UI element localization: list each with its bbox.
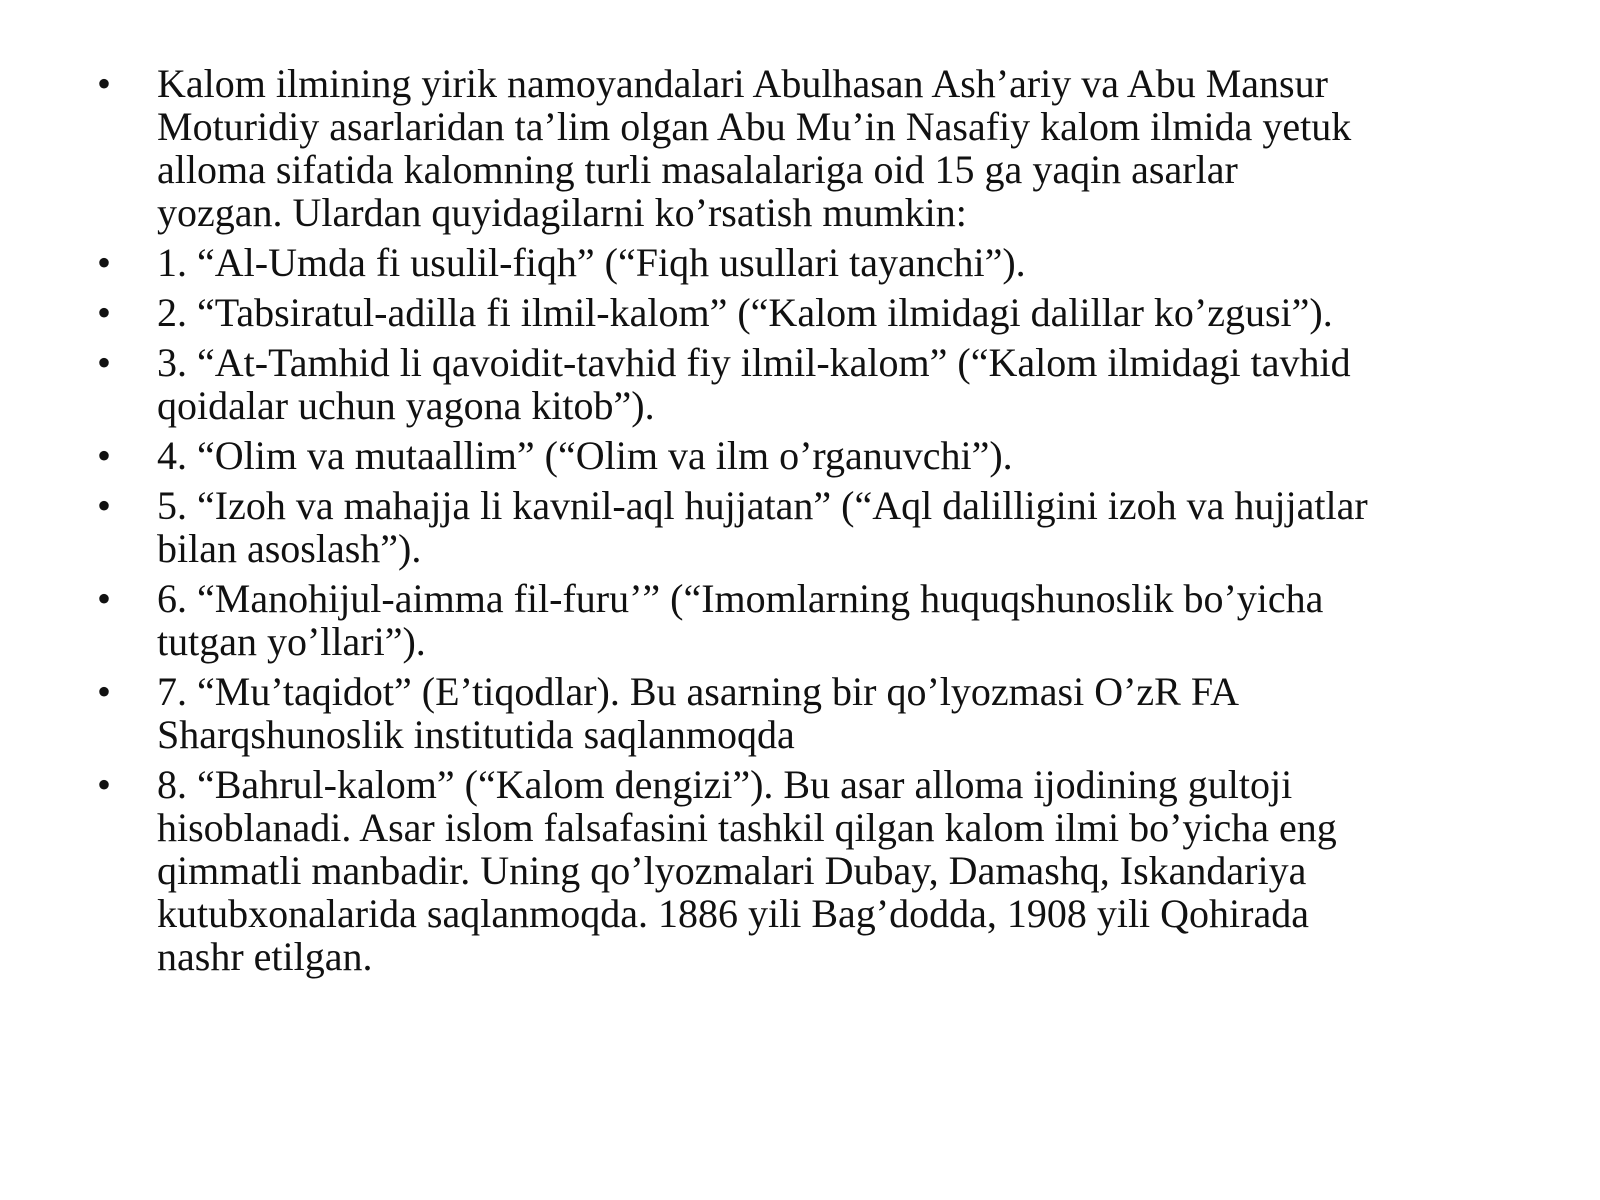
bullet-icon: •: [96, 483, 111, 528]
list-item-5: [94, 484, 1514, 570]
bullet-icon: •: [96, 240, 111, 285]
bullet-icon: •: [96, 433, 111, 478]
list-item-text: 3. “At-Tamhid li qavoidit-tavhid fiy ilmil-kalom” (“Kalom ilmidagi tavhid qoidalar uchun yagona kitob”).: [157, 340, 1351, 428]
bullet-icon: •: [96, 576, 111, 621]
list-item-text: 1. “Al-Umda fi usulil-fiqh” (“Fiqh usullari tayanchi”).: [157, 240, 1026, 285]
list-item-text: 5. “Izoh va mahajja li kavnil-aql hujjatan” (“Aql dalilligini izoh va hujjatlar bilan asoslash”).: [157, 483, 1368, 571]
list-item-4: [94, 434, 1514, 477]
bullet-icon: •: [96, 669, 111, 714]
list-item-8: [94, 763, 1514, 978]
bullet-icon: •: [96, 290, 111, 335]
list-item-3: [94, 341, 1514, 427]
list-item-text: 2. “Tabsiratul-adilla fi ilmil-kalom” (“Kalom ilmidagi dalillar ko’zgusi”).: [157, 290, 1333, 335]
list-item-text: 7. “Mu’taqidot” (E’tiqodlar). Bu asarning bir qo’lyozmasi O’zR FA Sharqshunoslik institutida saqlanmoqda: [157, 669, 1240, 757]
list-item-text: Kalom ilmining yirik namoyandalari Abulhasan Ash’ariy va Abu Mansur Moturidiy asarlaridan ta’lim olgan Abu Mu’in Nasafiy kalom ilmida yetuk alloma sifatida kalomning turli masalalariga oid 15 ga yaqin asarlar yozgan. Ulardan quyidagilarni ko’rsatish mumkin:: [157, 61, 1352, 235]
bullet-list: [94, 62, 1514, 985]
list-item-7: [94, 670, 1514, 756]
bullet-icon: •: [96, 762, 111, 807]
list-item-text: 8. “Bahrul-kalom” (“Kalom dengizi”). Bu asar alloma ijodining gultoji hisoblanadi. Asar islom falsafasini tashkil qilgan kalom ilmi bo’yicha eng qimmatli manbadir. Uning qo’lyozmalari Dubay, Damashq, Iskandariya kutubxonalarida saqlanmoqda. 1886 yili Bag’dodda, 1908 yili Qohirada nashr etilgan.: [157, 762, 1337, 979]
list-item-2: [94, 291, 1514, 334]
list-item-1: [94, 241, 1514, 284]
bullet-icon: •: [96, 340, 111, 385]
bullet-icon: •: [96, 61, 111, 106]
list-item-text: 6. “Manohijul-aimma fil-furu’” (“Imomlarning huquqshunoslik bo’yicha tutgan yo’llari”).: [157, 576, 1324, 664]
list-item-intro: [94, 62, 1514, 234]
list-item-6: [94, 577, 1514, 663]
list-item-text: 4. “Olim va mutaallim” (“Olim va ilm o’rganuvchi”).: [157, 433, 1013, 478]
